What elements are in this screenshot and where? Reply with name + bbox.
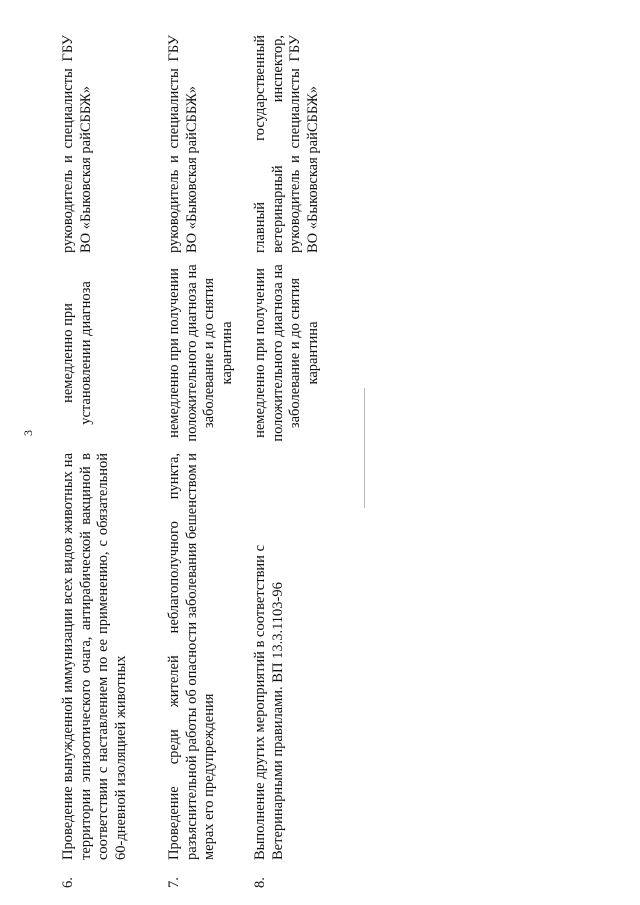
- rotated-page-content: [21, 35, 365, 888]
- measure-responsible: руководитель и специалисты ГБУ ВО «Быковская райСББЖ»: [166, 35, 200, 253]
- row-number: 6.: [60, 877, 76, 888]
- bottom-divider: [364, 388, 365, 508]
- page-number: 3: [21, 430, 35, 436]
- measure-description: Проведение вынужденной иммунизации всех видов животных на территории эпизоотического очага, антирабической вакциной в соответствии с наставлением по ее применению, с обязательной 60-дневной изоляцией животных: [60, 453, 129, 860]
- measure-description: Выполнение других мероприятий в соответствии с Ветеринарными правилами. ВП 13.3.1103-96: [252, 544, 286, 860]
- measure-responsible: руководитель и специалисты ГБУ ВО «Быковская райСББЖ»: [60, 35, 94, 253]
- measure-deadline: немедленно при установлении диагноза: [60, 281, 94, 425]
- row-number: 8.: [252, 877, 268, 888]
- row-number: 7.: [166, 877, 182, 888]
- measure-deadline: немедленно при получении положительного диагноза на заболевание и до снятия карантина: [166, 264, 235, 442]
- measure-deadline: немедленно при получении положительного диагноза на заболевание и до снятия карантина: [252, 264, 321, 442]
- measure-description: Проведение среди жителей неблагополучного пункта, разъяснительной работы об опасности заболевания бешенством и мерах его предупреждения: [166, 452, 217, 860]
- measure-responsible: главный государственный ветеринарный инспектор, руководитель и специалисты ГБУ ВО «Быковская райСББЖ»: [252, 35, 321, 253]
